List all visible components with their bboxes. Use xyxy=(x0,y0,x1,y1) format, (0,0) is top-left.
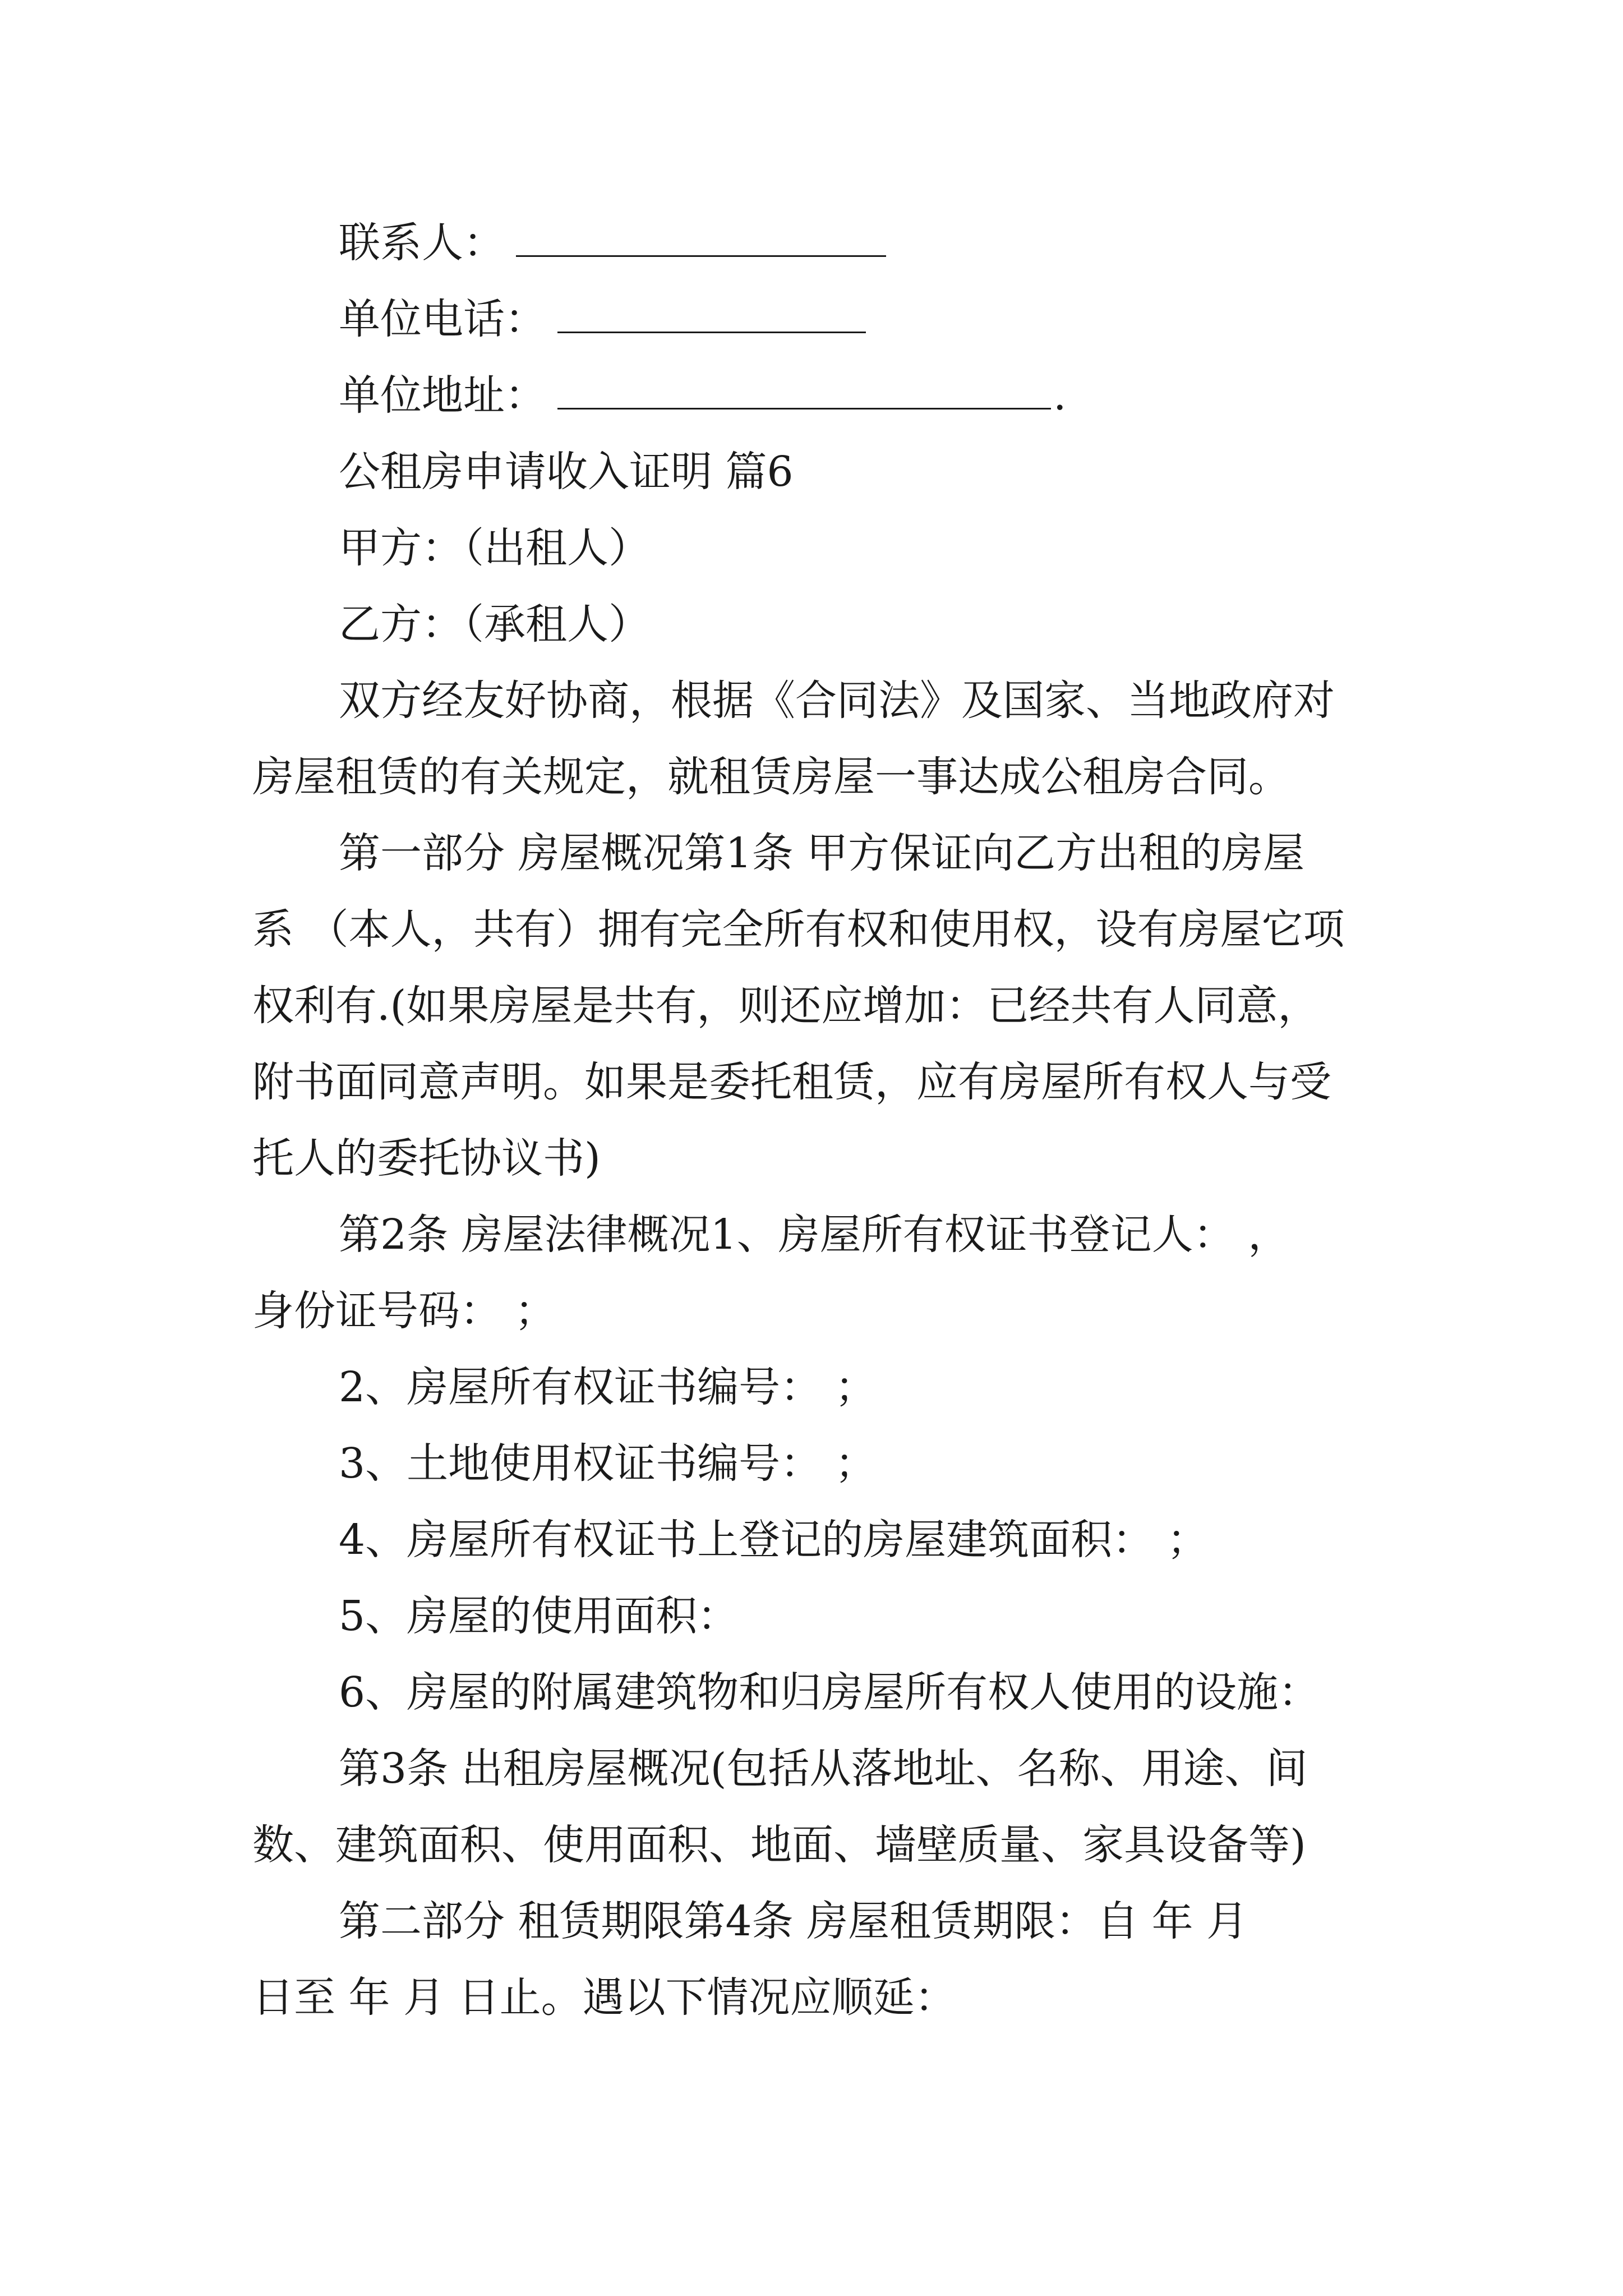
part2-line-2: 日至 年 月 日止。遇以下情况应顺延： xyxy=(252,1973,956,2022)
intro-line-1: 双方经友好协商，根据《合同法》及国家、当地政府对 xyxy=(339,677,1335,725)
phone-label: 单位电话： xyxy=(339,295,546,343)
item-2: 2、房屋所有权证书编号： ； xyxy=(339,1363,877,1411)
item-6: 6、房屋的附属建筑物和归房屋所有权人使用的设施： xyxy=(339,1668,1320,1717)
part1-line-5: 托人的委托协议书) xyxy=(252,1134,601,1182)
art2-line-1: 第2条 房屋法律概况1、房屋所有权证书登记人： ， xyxy=(339,1211,1290,1259)
address-line xyxy=(339,371,1067,420)
contact-line xyxy=(339,219,886,267)
phone-line xyxy=(339,295,866,343)
item-3: 3、土地使用权证书编号： ； xyxy=(339,1439,877,1488)
part1-line-2: 系 （本人，共有）拥有完全所有权和使用权，设有房屋它项 xyxy=(252,905,1345,954)
part1-line-3: 权利有.(如果房屋是共有，则还应增加：已经共有人同意， xyxy=(252,982,1320,1030)
intro-line-2: 房屋租赁的有关规定，就租赁房屋一事达成公租房合同。 xyxy=(252,753,1290,801)
art3-line-1: 第3条 出租房屋概况(包括从落地址、名称、用途、间 xyxy=(339,1745,1308,1793)
address-suffix: . xyxy=(1053,371,1067,420)
art2-line-2: 身份证号码： ； xyxy=(252,1287,556,1335)
item-4: 4、房屋所有权证书上登记的房屋建筑面积： ； xyxy=(339,1516,1209,1564)
contact-blank xyxy=(516,223,886,257)
phone-blank xyxy=(557,299,866,333)
section-title: 公租房申请收入证明 篇6 xyxy=(339,448,794,496)
address-label: 单位地址： xyxy=(339,371,546,420)
party-b: 乙方：（承租人） xyxy=(339,600,650,648)
item-5: 5、房屋的使用面积： xyxy=(339,1592,739,1640)
address-blank xyxy=(557,375,1051,409)
part1-line-4: 附书面同意声明。如果是委托租赁，应有房屋所有权人与受 xyxy=(252,1058,1331,1106)
part1-line-1: 第一部分 房屋概况第1条 甲方保证向乙方出租的房屋 xyxy=(339,829,1305,877)
art3-line-2: 数、建筑面积、使用面积、地面、墙壁质量、家具设备等) xyxy=(252,1821,1306,1869)
contact-label: 联系人： xyxy=(339,219,505,267)
part2-line-1: 第二部分 租赁期限第4条 房屋租赁期限：自 年 月 xyxy=(339,1897,1248,1945)
party-a: 甲方：（出租人） xyxy=(339,524,650,572)
